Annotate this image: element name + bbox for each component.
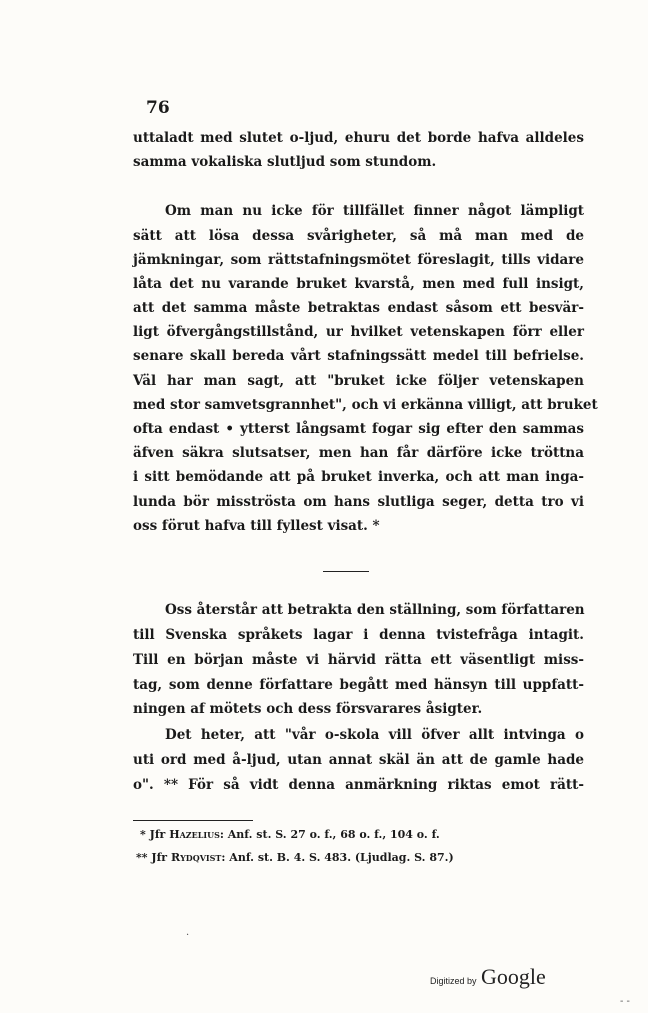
footnote-2: [136, 851, 454, 865]
text-line: låta det nu varande bruket kvarstå, men med full insigt,: [133, 276, 584, 292]
text-line: Det heter, att "vår o-skola vill öfver allt intvinga o: [165, 727, 584, 743]
text-line: tag, som denne författare begått med hänsyn till uppfatt-: [133, 677, 584, 693]
text-line: med stor samvetsgrannhet", och vi erkänna villigt, att bruket: [133, 397, 598, 413]
text-line: Om man nu icke för tillfället finner något lämpligt: [165, 203, 584, 219]
text-line: lunda bör misströsta om hans slutliga seger, detta tro vi: [133, 494, 584, 510]
page-number: 76: [146, 98, 170, 118]
text-line: sätt att lösa dessa svårigheter, så må man med de: [133, 228, 584, 244]
footnote-text: Anf. st. B. 4. S. 483. (Ljudlag. S. 87.): [229, 851, 454, 864]
footnote-text: Anf. st. S. 27 o. f., 68 o. f., 104 o. f.: [227, 828, 440, 841]
footnote-ref: Jfr: [149, 828, 166, 841]
text-line: o". ** För så vidt denna anmärkning riktas emot rätt-: [133, 777, 584, 793]
text-line: i sitt bemödande att på bruket inverka, och att man inga-: [133, 469, 584, 485]
text-line: uti ord med å-ljud, utan annat skäl än att de gamle hade: [133, 752, 584, 768]
text-line: ningen af mötets och dess försvarares åsigter.: [133, 701, 483, 717]
google-logo-text: Google: [480, 964, 546, 989]
footnote-mark: **: [136, 851, 148, 864]
text-line: att det samma måste betraktas endast såsom ett besvär-: [133, 300, 584, 316]
footnote-author: Rydqvist:: [170, 851, 226, 864]
text-line: ligt öfvergångstillstånd, ur hvilket vetenskapen förr eller: [133, 324, 584, 340]
text-line: samma vokaliska slutljud som stundom.: [133, 154, 437, 170]
scan-speck: - -: [620, 996, 630, 1007]
footnote-ref: Jfr: [151, 851, 168, 864]
footnote-mark: *: [140, 828, 146, 841]
digitized-watermark: [430, 964, 546, 990]
scan-speck: ·: [186, 930, 190, 941]
footnote-1: [140, 828, 440, 842]
text-line: ofta endast • ytterst långsamt fogar sig efter den sammas: [133, 421, 584, 437]
footnote-rule: [133, 820, 253, 821]
text-line: senare skall bereda vårt stafningssätt medel till befrielse.: [133, 348, 584, 364]
text-line: oss förut hafva till fyllest visat. *: [133, 518, 380, 534]
section-divider: [323, 571, 369, 572]
text-line: Till en början måste vi härvid rätta ett väsentligt miss-: [133, 652, 584, 668]
text-line: uttaladt med slutet o-ljud, ehuru det borde hafva alldeles: [133, 130, 584, 146]
text-line: äfven säkra slutsatser, men han får därföre icke tröttna: [133, 445, 584, 461]
text-line: jämkningar, som rättstafningsmötet föreslagit, tills vidare: [133, 252, 584, 268]
footnote-author: Hazelius:: [169, 828, 224, 841]
text-line: till Svenska språkets lagar i denna tvistefråga intagit.: [133, 627, 584, 643]
watermark-small-text: Digitized by: [430, 976, 477, 986]
text-line: Väl har man sagt, att "bruket icke följer vetenskapen: [133, 373, 584, 389]
text-line: Oss återstår att betrakta den ställning, som författaren: [165, 602, 585, 618]
